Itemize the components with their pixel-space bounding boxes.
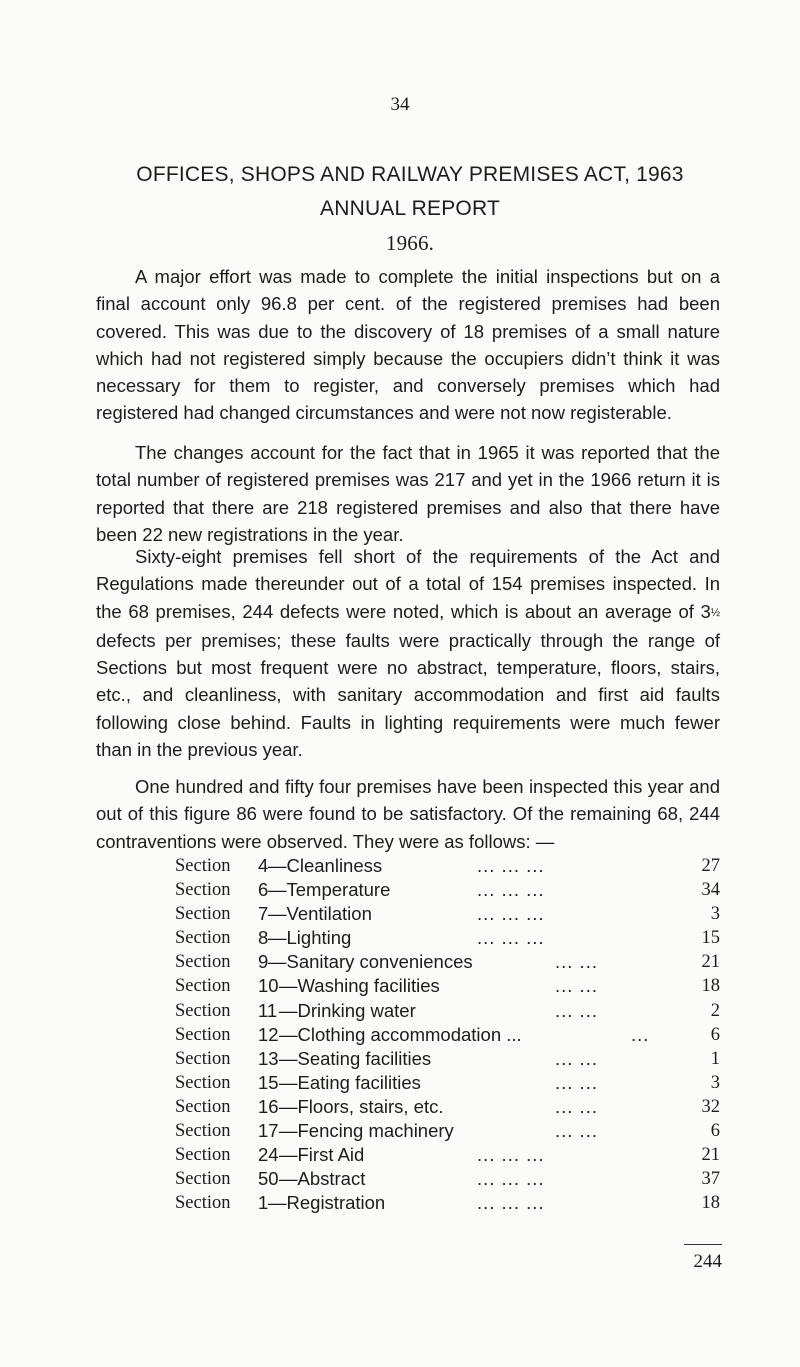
section-name: —Ventilation <box>268 903 372 925</box>
leader-dots: ... ... <box>555 1047 598 1069</box>
section-number: 50 <box>258 1168 279 1190</box>
section-number: 16 <box>258 1095 279 1117</box>
section-name: —Lighting <box>268 927 352 949</box>
leader-dots: ... <box>631 1023 650 1045</box>
section-name: —Cleanliness <box>268 855 383 876</box>
leader-dots: ... ... ... <box>477 879 545 901</box>
section-name: —Fencing machinery <box>279 1120 454 1142</box>
section-label: Section <box>175 976 231 997</box>
list-item <box>175 854 720 878</box>
leader-dots: ... ... ... <box>477 927 545 949</box>
paragraph-initial-inspections: A major effort was made to complete the initial inspections but on a final account only 96.8 per cent. of the registered premises had been covered. This was due to the discovery of 18 premises of a small nature which had not registered simply because the occupiers didn’t think it was necessary for them to register, and conversely premises which had registered had changed circumstances and were not now registerable. <box>96 266 720 424</box>
section-number: 17 <box>258 1120 279 1142</box>
title-act: OFFICES, SHOPS AND RAILWAY PREMISES ACT, 1963 <box>136 163 684 186</box>
leader-dots: ... ... ... <box>477 855 545 876</box>
section-name: —Seating facilities <box>279 1047 432 1069</box>
section-count: 1 <box>710 1048 720 1069</box>
section-number: 7 <box>258 903 269 925</box>
list-item <box>175 902 720 926</box>
report-title <box>80 158 740 260</box>
section-count: 21 <box>701 952 720 973</box>
leader-dots: ... ... <box>555 1071 598 1093</box>
total-contraventions: 244 <box>693 1251 722 1272</box>
paragraph-defects <box>96 543 720 763</box>
section-label: Section <box>175 1024 231 1045</box>
section-label: Section <box>175 1169 231 1190</box>
section-number: 4 <box>258 855 269 876</box>
list-item <box>175 878 720 902</box>
section-count: 3 <box>710 1072 720 1093</box>
section-name: —Clothing accommodation ... <box>279 1023 522 1045</box>
paragraph-defects-end: defects per premises; these faults were practically through the range of Sections but most frequent were no abstract, temperature, floors, stairs, etc., and cleanliness, with sanitary accommodation and first aid faults following close behind. Faults in lighting requirements were much fewer than in the previous year. <box>96 629 720 761</box>
list-item <box>175 1047 720 1071</box>
section-label: Section <box>175 1048 231 1069</box>
section-name: —Eating facilities <box>279 1071 421 1093</box>
section-number: 10 <box>258 975 279 997</box>
section-count: 18 <box>701 1193 720 1214</box>
leader-dots: ... ... <box>555 1095 598 1117</box>
section-number: 12 <box>258 1023 279 1045</box>
section-count: 6 <box>710 1024 720 1045</box>
leader-dots: ... ... ... <box>477 903 545 925</box>
section-label: Section <box>175 1193 231 1214</box>
section-count: 37 <box>701 1169 720 1190</box>
section-number: 11 <box>258 999 278 1021</box>
leader-dots: ... ... ... <box>477 1192 545 1214</box>
section-label: Section <box>175 1145 231 1166</box>
section-label: Section <box>175 952 231 973</box>
section-number: 15 <box>258 1071 279 1093</box>
section-count: 6 <box>710 1121 720 1142</box>
leader-dots: ... ... <box>555 975 598 997</box>
section-name: —Registration <box>268 1192 386 1214</box>
section-name: —First Aid <box>279 1144 365 1166</box>
list-item <box>175 1071 720 1095</box>
section-label: Section <box>175 856 231 876</box>
section-label: Section <box>175 880 231 901</box>
leader-dots: ... ... <box>555 951 598 973</box>
total-rule <box>684 1244 722 1245</box>
section-name: —Washing facilities <box>279 975 440 997</box>
section-number: 8 <box>258 927 269 949</box>
leader-dots: ... ... ... <box>477 1144 545 1166</box>
section-name: —Drinking water <box>279 999 416 1021</box>
list-item <box>175 1143 720 1167</box>
list-item <box>175 950 720 974</box>
title-year: 1966. <box>385 231 435 255</box>
section-count: 21 <box>701 1145 720 1166</box>
section-count: 3 <box>710 904 720 925</box>
section-label: Section <box>175 904 231 925</box>
section-number: 24 <box>258 1144 279 1166</box>
leader-dots: ... ... <box>555 1120 598 1142</box>
section-count: 34 <box>701 880 720 901</box>
list-item <box>175 999 720 1023</box>
list-item <box>175 1191 720 1215</box>
list-item <box>175 974 720 998</box>
fraction-half: ½ <box>710 606 720 619</box>
list-item <box>175 1167 720 1191</box>
paragraph-defects-start: Sixty-eight premises fell short of the requirements of the Act and Regulations made thereunder out of a total of 154 premises inspected. In the 68 premises, 244 defects were noted, which is about an average of 3 <box>96 546 720 622</box>
list-item <box>175 926 720 950</box>
section-name: —Abstract <box>279 1168 366 1190</box>
section-label: Section <box>175 1000 231 1021</box>
section-name: —Sanitary conveniences <box>268 951 473 973</box>
title-annual-report: ANNUAL REPORT <box>320 197 500 220</box>
section-number: 13 <box>258 1047 279 1069</box>
section-count: 15 <box>701 928 720 949</box>
section-name: —Temperature <box>268 879 391 901</box>
section-label: Section <box>175 1096 231 1117</box>
section-label: Section <box>175 1121 231 1142</box>
contraventions-list <box>175 854 720 1215</box>
section-count: 18 <box>701 976 720 997</box>
section-number: 9 <box>258 951 269 973</box>
section-number: 1 <box>258 1192 269 1214</box>
leader-dots: ... ... ... <box>477 1168 545 1190</box>
section-count: 2 <box>710 1000 720 1021</box>
section-number: 6 <box>258 879 269 901</box>
section-label: Section <box>175 1072 231 1093</box>
list-item <box>175 1119 720 1143</box>
section-count: 27 <box>701 856 720 876</box>
section-name: —Floors, stairs, etc. <box>279 1095 444 1117</box>
section-count: 32 <box>701 1096 720 1117</box>
section-label: Section <box>175 928 231 949</box>
paragraph-changes: The changes account for the fact that in 1965 it was reported that the total number of registered premises was 217 and yet in the 1966 return it is reported that there are 218 registered premises and also that there have been 22 new registrations in the year. <box>96 442 720 545</box>
list-item <box>175 1023 720 1047</box>
list-item <box>175 1095 720 1119</box>
page-number: 34 <box>390 94 410 115</box>
paragraph-contraventions: One hundred and fifty four premises have been inspected this year and out of this figure 86 were found to be satisfactory. Of the remaining 68, 244 contraventions were observed. They were as follows: — <box>96 776 720 852</box>
leader-dots: ... ... <box>555 999 598 1021</box>
